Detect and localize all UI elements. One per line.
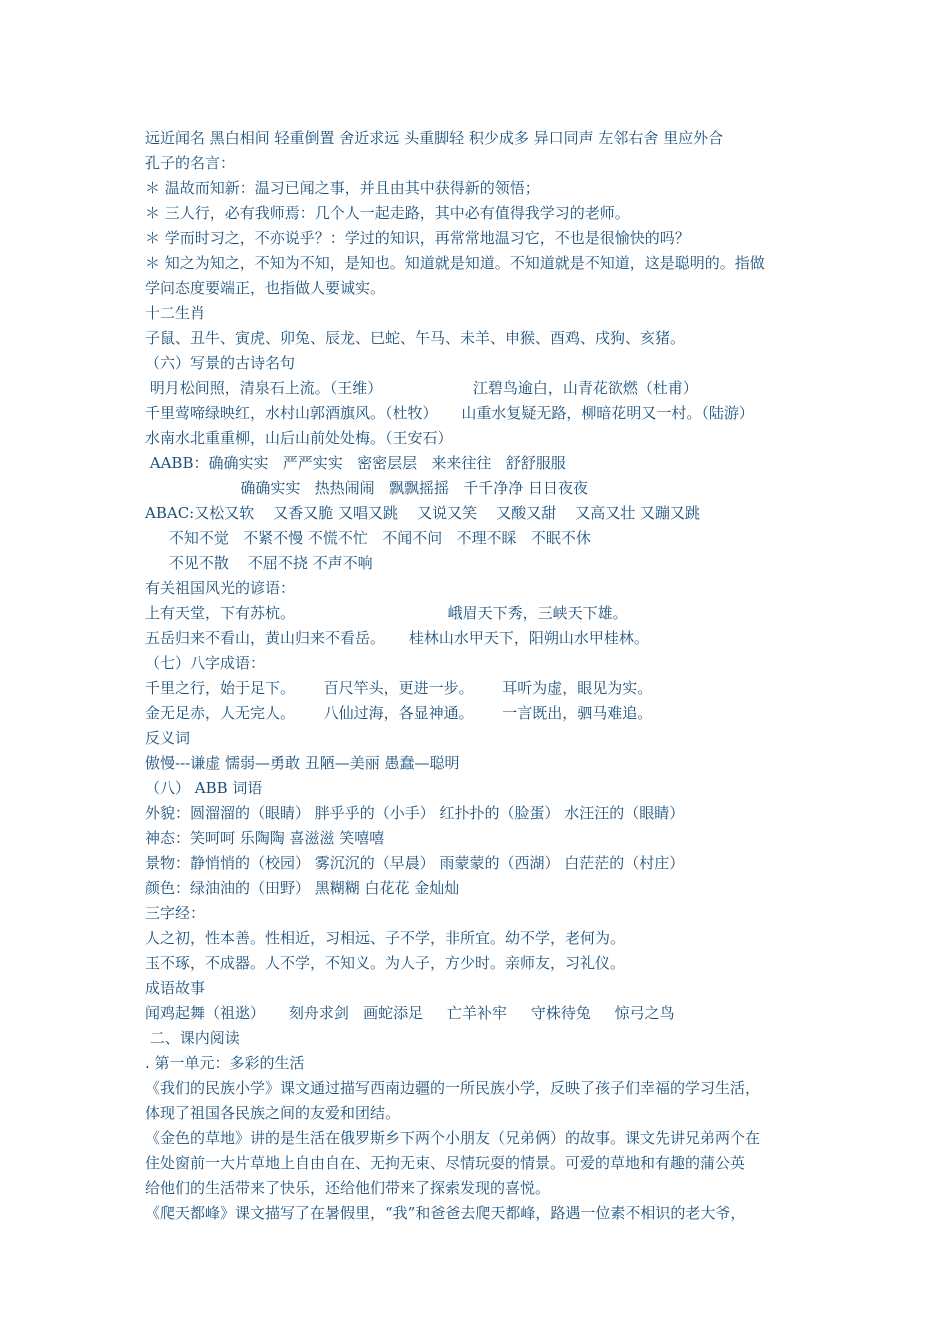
text-line: 子鼠、丑牛、寅虎、卯兔、辰龙、巳蛇、午马、未羊、申猴、酉鸡、戌狗、亥猪。 <box>145 329 686 347</box>
section-heading: 十二生肖 <box>145 304 206 322</box>
text-line: 千里莺啼绿映红，水村山郭酒旗风。（杜牧） 山重水复疑无路，柳暗花明又一村。（陆游） <box>145 404 754 422</box>
text-line: 孔子的名言： <box>145 154 236 172</box>
text-line: 颜色：绿油油的（田野） 黑糊糊 白花花 金灿灿 <box>145 879 460 897</box>
section-heading: 二、课内阅读 <box>145 1029 240 1047</box>
text-line: 不见不散 不屈不挠 不声不响 <box>145 554 373 572</box>
text-line: ＊ 学而时习之，不亦说乎？：学过的知识，再常常地温习它，不也是很愉快的吗？ <box>145 229 690 247</box>
text-line: 人之初，性本善。性相近，习相远、子不学，非所宜。幼不学，老何为。 <box>145 929 626 947</box>
section-heading: 有关祖国风光的谚语： <box>145 579 296 597</box>
text-line: 《爬天都峰》课文描写了在暑假里，“我”和爸爸去爬天都峰，路遇一位素不相识的老大爷， <box>145 1204 746 1222</box>
text-line: 明月松间照，清泉石上流。（王维） 江碧鸟逾白，山青花欲燃（杜甫） <box>145 379 698 397</box>
text-line: 景物：静悄悄的（校园） 雾沉沉的（早晨） 雨蒙蒙的（西湖） 白茫茫的（村庄） <box>145 854 685 872</box>
text-line: 给他们的生活带来了快乐，还给他们带来了探索发现的喜悦。 <box>145 1179 551 1197</box>
section-heading: （六）写景的古诗名句 <box>145 354 296 372</box>
section-heading: 反义词 <box>145 729 191 747</box>
text-line: 确确实实 热热闹闹 飘飘摇摇 千千净净 日日夜夜 <box>145 479 589 497</box>
text-line: 金无足赤，人无完人。 八仙过海，各显神通。 一言既出，驷马难追。 <box>145 704 653 722</box>
text-line: 神态：笑呵呵 乐陶陶 喜滋滋 笑嘻嘻 <box>145 829 385 847</box>
section-heading: 三字经： <box>145 904 206 922</box>
text-line: 《我们的民族小学》课文通过描写西南边疆的一所民族小学，反映了孩子们幸福的学习生活， <box>145 1079 761 1097</box>
text-line: 不知不觉 不紧不慢 不慌不忙 不闻不问 不理不睬 不眠不休 <box>145 529 591 547</box>
text-line: 《金色的草地》讲的是生活在俄罗斯乡下两个小朋友（兄弟俩）的故事。课文先讲兄弟两个在 <box>145 1129 761 1147</box>
text-line: 傲慢---谦虚 懦弱—勇敢 丑陋—美丽 愚蠢—聪明 <box>145 754 460 772</box>
section-heading: . 第一单元：多彩的生活 <box>145 1054 305 1072</box>
text-line: 住处窗前一大片草地上自由自在、无拘无束、尽情玩耍的情景。可爱的草地和有趣的蒲公英 <box>145 1154 746 1172</box>
text-line: 学问态度要端正，也指做人要诚实。 <box>145 279 386 297</box>
text-line: 玉不琢，不成器。人不学，不知义。为人子，方少时。亲师友，习礼仪。 <box>145 954 626 972</box>
text-line: 外貌：圆溜溜的（眼睛） 胖乎乎的（小手） 红扑扑的（脸蛋） 水汪汪的（眼睛） <box>145 804 685 822</box>
text-line: ＊ 知之为知之，不知为不知，是知也。知道就是知道。不知道就是不知道，这是聪明的。指做 <box>145 254 765 272</box>
text-line: 远近闻名 黑白相间 轻重倒置 舍近求远 头重脚轻 积少成多 异口同声 左邻右舍 里应外合 <box>145 129 724 147</box>
text-line: 闻鸡起舞（祖逖） 刻舟求剑 画蛇添足 亡羊补牢 守株待兔 惊弓之鸟 <box>145 1004 675 1022</box>
text-line: 水南水北重重柳，山后山前处处梅。（王安石） <box>145 429 453 447</box>
section-heading: （七）八字成语： <box>145 654 266 672</box>
text-line: 五岳归来不看山，黄山归来不看岳。 桂林山水甲天下，阳朔山水甲桂林。 <box>145 629 649 647</box>
section-heading: 成语故事 <box>145 979 206 997</box>
text-line: 体现了祖国各民族之间的友爱和团结。 <box>145 1104 401 1122</box>
text-line: AABB：确确实实 严严实实 密密层层 来来往往 舒舒服服 <box>145 454 566 472</box>
text-line: ABAC:又松又软 又香又脆 又唱又跳 又说又笑 又酸又甜 又高又壮 又蹦又跳 <box>145 504 701 522</box>
text-line: 上有天堂，下有苏杭。 峨眉天下秀，三峡天下雄。 <box>145 604 628 622</box>
section-heading: （八） ABB 词语 <box>145 779 263 797</box>
text-line: 千里之行，始于足下。 百尺竿头，更进一步。 耳听为虚，眼见为实。 <box>145 679 653 697</box>
text-line: ＊ 温故而知新：温习已闻之事，并且由其中获得新的领悟； <box>145 179 540 197</box>
text-line: ＊ 三人行，必有我师焉：几个人一起走路，其中必有值得我学习的老师。 <box>145 204 630 222</box>
